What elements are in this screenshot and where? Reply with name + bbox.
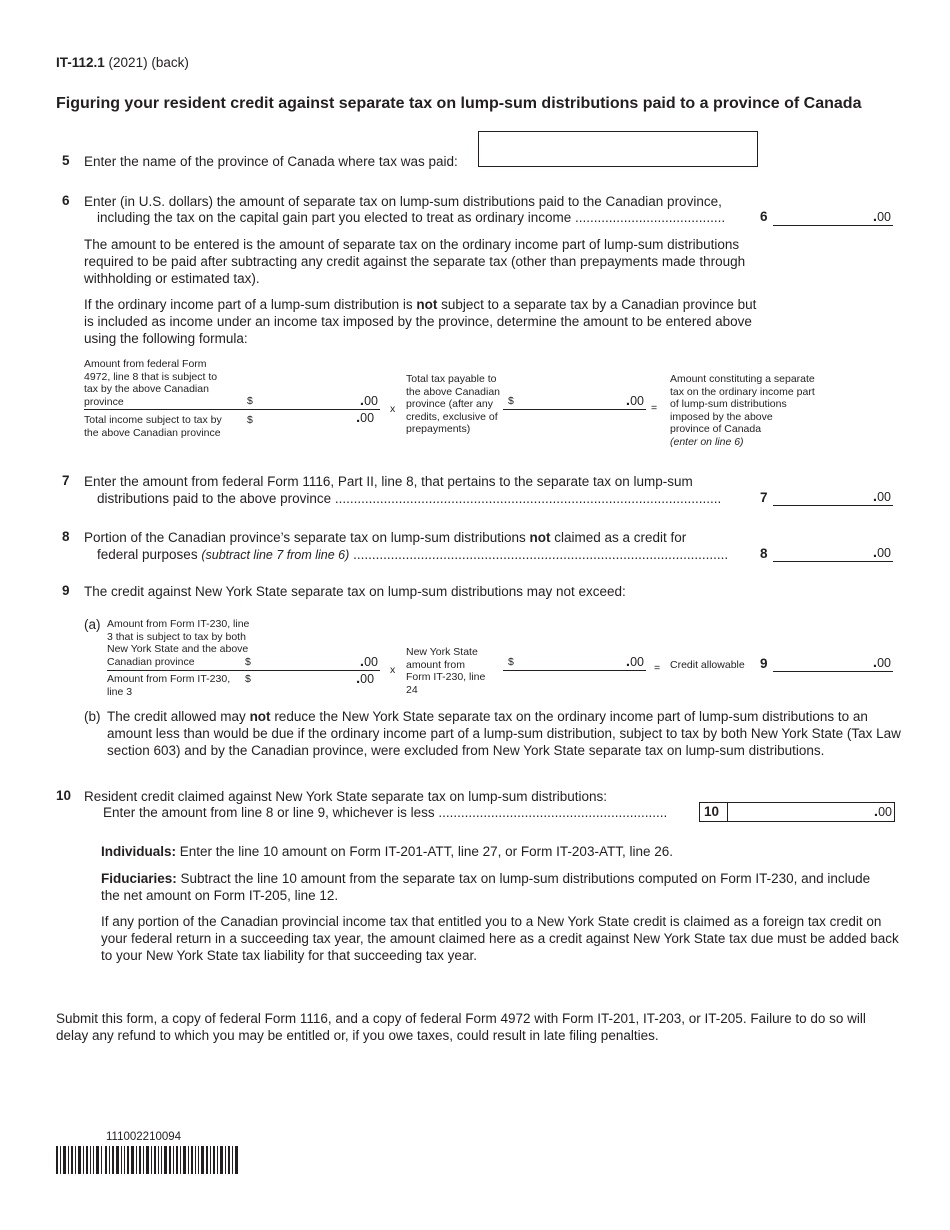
foreign-tax-credit-note: If any portion of the Canadian provincial income tax that entitled you to a New York State credit is claimed as a foreign tax credit on your federal return in a succeeding tax year, the amount claimed here as a credit against New York State tax due must be added back to your New York State tax liability for that succeeding tax year. bbox=[101, 914, 899, 963]
line7-text1: Enter the amount from federal Form 1116, Part II, line 8, that pertains to the separate tax on lump-sum bbox=[84, 474, 693, 489]
line10-box-number: 10 bbox=[704, 804, 720, 819]
line8-number: 8 bbox=[62, 529, 70, 544]
line9-number: 9 bbox=[62, 583, 70, 598]
barcode-image bbox=[56, 1146, 240, 1174]
line7-text2: distributions paid to the above province ....................................................................................................... bbox=[97, 491, 722, 506]
line6-cents: .00 bbox=[872, 208, 891, 225]
formula1-dollar-2: $ bbox=[247, 414, 253, 426]
line9a-multiplier-field[interactable]: .00 bbox=[503, 654, 646, 671]
formula1-times: x bbox=[390, 403, 396, 415]
barcode-number: 111002210094 bbox=[106, 1131, 182, 1143]
formula1-dollar-3: $ bbox=[508, 395, 514, 407]
formula1-denominator-label: Total income subject to tax by the above Canadian province bbox=[84, 414, 222, 439]
line10-text2: Enter the amount from line 8 or line 9, whichever is less ............................................................. bbox=[103, 805, 668, 820]
form-suffix: (2021) (back) bbox=[104, 55, 189, 70]
line10-box-number-cell bbox=[699, 802, 728, 822]
line5-text: Enter the name of the province of Canada where tax was paid: bbox=[84, 154, 458, 169]
line6-paragraph-1: The amount to be entered is the amount of separate tax on the ordinary income part of lump-sum distributions required to be paid after subtracting any credit against the separate tax (other than prepayments made through withholding or estimated tax). bbox=[84, 237, 746, 286]
formula1-result-label: Amount constituting a separate tax on the ordinary income part of lump-sum distributions imposed by the above province of Canada (enter on line 6) bbox=[670, 373, 815, 448]
line9a-numerator-field[interactable]: .00 bbox=[107, 654, 380, 671]
line6-text2: including the tax on the capital gain part you elected to treat as ordinary income ........................................ bbox=[97, 210, 726, 225]
line10-amount-field[interactable]: .00 bbox=[727, 802, 895, 822]
line9a-numerator-label: Amount from Form IT-230, line 3 that is subject to tax by both New York State and the above Canadian province bbox=[107, 618, 250, 668]
line8-text1: Portion of the Canadian province’s separate tax on lump-sum distributions not claimed as a credit for bbox=[84, 530, 687, 545]
line9b-label: (b) bbox=[84, 709, 101, 724]
line7-box-number: 7 bbox=[760, 490, 768, 505]
formula1-multiplier-label: Total tax payable to the above Canadian province (after any credits, exclusive of prepayments) bbox=[406, 373, 500, 435]
line9-amount-field[interactable]: .00 bbox=[773, 654, 893, 672]
line7-amount-field[interactable]: .00 bbox=[773, 488, 893, 506]
line9a-label: (a) bbox=[84, 617, 101, 632]
form-id: IT-112.1 bbox=[56, 55, 105, 70]
line10-number: 10 bbox=[56, 788, 72, 803]
fiduciaries-instruction: Fiduciaries: Subtract the line 10 amount from the separate tax on lump-sum distributions computed on Form IT-230, and include the net amount on Form IT-205, line 12. bbox=[101, 871, 871, 903]
credit-allowable-label: Credit allowable bbox=[670, 659, 745, 671]
line9a-dollar-1: $ bbox=[245, 656, 251, 668]
line9a-dollar-3: $ bbox=[508, 656, 514, 668]
page-title: Figuring your resident credit against separate tax on lump-sum distributions paid to a province of Canada bbox=[56, 95, 862, 112]
province-name-input[interactable] bbox=[478, 131, 758, 167]
formula1-equals: = bbox=[651, 402, 658, 414]
line9a-dollar-2: $ bbox=[245, 673, 251, 685]
line9a-multiplier-label: New York State amount from Form IT-230, line 24 bbox=[406, 646, 486, 696]
line9a-denominator-cents: .00 bbox=[356, 670, 375, 687]
line6-box-number: 6 bbox=[760, 209, 768, 224]
line6-text1: Enter (in U.S. dollars) the amount of separate tax on lump-sum distributions paid to the Canadian province, bbox=[84, 194, 722, 209]
line9b-text: The credit allowed may not reduce the New York State separate tax on the ordinary income part of lump-sum distributions to an amount less than would be due if the ordinary income part of a lump-sum distribution, subject to tax by both New York State (Tax Law section 603) and by the Canadian province, were excluded from New York State separate tax on lump-sum distributions. bbox=[107, 709, 901, 758]
line8-box-number: 8 bbox=[760, 546, 768, 561]
formula1-multiplier-field[interactable]: .00 bbox=[503, 393, 646, 410]
line9a-denominator-label: Amount from Form IT-230, line 3 bbox=[107, 673, 231, 698]
formula1-denominator-cents: .00 bbox=[356, 409, 375, 426]
individuals-instruction: Individuals: Enter the line 10 amount on Form IT-201-ATT, line 27, or Form IT-203-ATT, line 26. bbox=[101, 844, 673, 859]
formula1-dollar-1: $ bbox=[247, 395, 253, 407]
line8-text2: federal purposes (subtract line 7 from line 6) .................................................................................................... bbox=[97, 547, 729, 562]
line9-text: The credit against New York State separate tax on lump-sum distributions may not exceed: bbox=[84, 584, 626, 599]
line8-amount-field[interactable]: .00 bbox=[773, 544, 893, 562]
line6-paragraph-2: If the ordinary income part of a lump-sum distribution is not subject to a separate tax by a Canadian province but is included as income under an income tax imposed by the province, determine the amount to be entered above using the following formula: bbox=[84, 297, 757, 346]
line10-text1: Resident credit claimed against New York State separate tax on lump-sum distributions: bbox=[84, 789, 608, 804]
form-header bbox=[56, 54, 189, 71]
line9-box-number: 9 bbox=[760, 656, 768, 671]
line6-number: 6 bbox=[62, 193, 70, 208]
line9a-times: x bbox=[390, 664, 396, 676]
line9a-equals: = bbox=[654, 662, 661, 674]
line7-number: 7 bbox=[62, 473, 70, 488]
line6-amount-field[interactable] bbox=[773, 208, 893, 226]
formula1-numerator-label: Amount from federal Form 4972, line 8 that is subject to tax by the above Canadian province bbox=[84, 358, 218, 408]
line5-number: 5 bbox=[62, 153, 70, 168]
submit-instruction: Submit this form, a copy of federal Form 1116, and a copy of federal Form 4972 with Form IT-201, IT-203, or IT-205. Failure to do so will delay any refund to which you may be entitled or, if you owe taxes, could result in late filing penalties. bbox=[56, 1011, 866, 1043]
formula1-numerator-field[interactable]: .00 bbox=[84, 393, 380, 410]
